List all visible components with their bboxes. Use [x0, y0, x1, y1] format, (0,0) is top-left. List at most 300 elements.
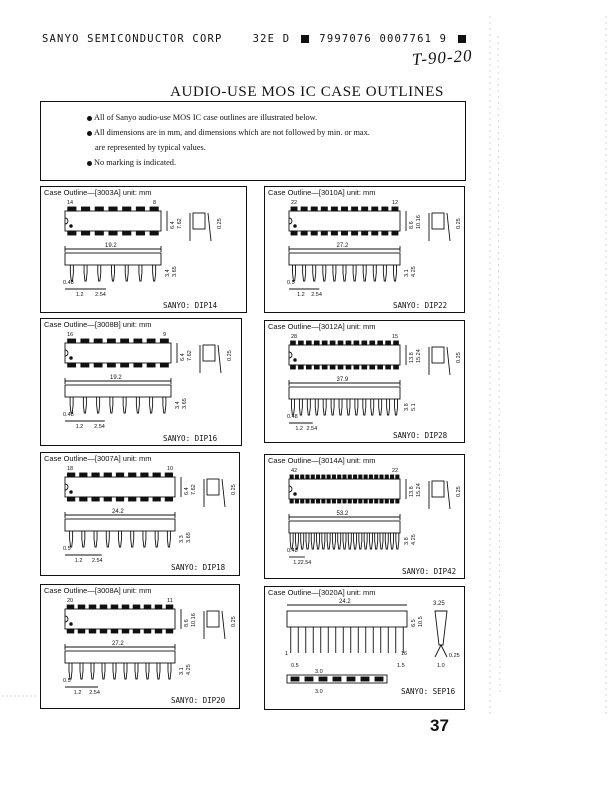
pin-top	[316, 475, 319, 479]
pin-bottom	[80, 497, 87, 501]
pin-bottom	[385, 499, 388, 503]
pin-top	[147, 339, 155, 343]
pin-top	[107, 339, 115, 343]
side-lead	[375, 533, 378, 549]
pin-bottom	[295, 499, 298, 503]
header-company: SANYO SEMICONDUCTOR CORP	[42, 33, 223, 45]
package-label: SANYO: DIP28	[393, 431, 448, 440]
side-lead	[98, 265, 101, 281]
header-line	[42, 33, 469, 45]
pin-number: 22	[291, 200, 298, 206]
side-view-body	[289, 521, 400, 533]
dimension-label: 3.1	[179, 667, 185, 675]
side-lead	[387, 399, 390, 415]
pin-bottom	[348, 499, 351, 503]
dimension-label: 3.0	[315, 689, 323, 695]
pin-top	[160, 339, 168, 343]
dimension-label: 3.25	[433, 601, 445, 607]
pin-top	[370, 341, 375, 345]
header-code: 32E D	[252, 33, 291, 45]
side-lead	[163, 397, 166, 413]
pin-bottom	[129, 497, 136, 501]
side-lead	[343, 265, 346, 281]
pin-bottom	[133, 629, 140, 633]
page-title: AUDIO-USE MOS IC CASE OUTLINES	[170, 84, 444, 100]
dimension-label: 2.54	[300, 560, 312, 566]
dimension-label: 24.2	[112, 509, 124, 515]
side-view-body	[65, 519, 175, 531]
side-lead	[347, 399, 350, 415]
pin-bottom	[322, 499, 325, 503]
side-lead	[393, 265, 396, 281]
side-lead	[135, 663, 138, 679]
package-label: SANYO: DIP18	[171, 563, 226, 572]
pin-number: 9	[163, 332, 167, 338]
dimension-label: 1.2	[73, 690, 82, 696]
panel-title: Case Outline—[3008B] unit: mm	[44, 320, 152, 329]
sip-body	[287, 611, 407, 627]
dimension-label: 2.54	[311, 292, 322, 298]
pin-top	[396, 475, 399, 479]
side-lead	[153, 265, 156, 281]
pin-bottom	[122, 629, 129, 633]
pin-bottom	[301, 231, 307, 235]
pin-top	[369, 475, 372, 479]
side-lead	[315, 399, 318, 415]
pin-bottom	[306, 365, 311, 369]
dimension-label: 6.4	[180, 353, 186, 361]
side-lead	[383, 265, 386, 281]
side-lead	[97, 397, 100, 413]
side-lead	[364, 533, 367, 549]
pin-bottom	[378, 365, 383, 369]
pin-top	[141, 473, 148, 477]
dimension-label: 0.5	[63, 546, 71, 552]
pin-number: 18	[67, 466, 74, 472]
pin-top	[155, 605, 162, 609]
pin-bottom	[89, 629, 96, 633]
pin-bottom	[160, 363, 168, 367]
pin-bottom	[290, 499, 293, 503]
pin-bottom	[311, 499, 314, 503]
pin-bottom	[352, 231, 358, 235]
pin-top	[111, 605, 118, 609]
package-drawing	[41, 585, 241, 710]
case-outline-panel-3012a	[264, 320, 465, 443]
pin-bottom	[343, 499, 346, 503]
bullet-icon	[87, 131, 92, 136]
pin-bottom	[81, 231, 89, 235]
pin-top	[306, 475, 309, 479]
side-lead	[338, 533, 341, 549]
pin-bottom	[67, 629, 74, 633]
side-lead	[123, 397, 126, 413]
pin-bottom	[375, 499, 378, 503]
side-lead	[307, 399, 310, 415]
pin-top	[299, 341, 304, 345]
pin-bottom	[370, 365, 375, 369]
side-lead	[155, 531, 158, 547]
side-lead	[110, 397, 113, 413]
pin-bottom	[104, 497, 111, 501]
pin-top	[129, 473, 136, 477]
dimension-label: 0.25	[231, 484, 237, 495]
pin-bottom	[153, 497, 160, 501]
pin-top	[81, 339, 89, 343]
pin-bottom	[338, 499, 341, 503]
dimension-label: 10.16	[191, 613, 197, 627]
dimension-label: 27.2	[112, 641, 124, 647]
pin-top	[362, 341, 367, 345]
side-lead	[146, 663, 149, 679]
notch-mark	[289, 352, 292, 358]
dimension-label: 6.4	[184, 487, 190, 495]
pin-bottom	[144, 629, 151, 633]
pin-number: 42	[291, 468, 298, 474]
pin-top	[295, 475, 298, 479]
pin-top	[348, 475, 351, 479]
pin-bottom	[107, 363, 115, 367]
pin-top	[89, 605, 96, 609]
bullet-icon	[87, 116, 92, 121]
side-lead	[322, 533, 325, 549]
dimension-label: 1.5	[397, 663, 405, 669]
side-lead	[167, 531, 170, 547]
pin-top	[322, 475, 325, 479]
pin-bottom	[95, 231, 103, 235]
side-lead	[139, 265, 142, 281]
side-lead	[82, 531, 85, 547]
dimension-label: 2.54	[306, 426, 318, 432]
dimension-label: 13.8	[409, 486, 415, 497]
package-label: SANYO: SEP16	[401, 687, 456, 696]
pin-number: 12	[392, 200, 399, 206]
bottom-pad	[291, 677, 299, 681]
side-lead	[306, 533, 309, 549]
panel-title: Case Outline—[3014A] unit: mm	[268, 456, 376, 465]
side-lead	[94, 531, 97, 547]
side-lead	[119, 531, 122, 547]
end-view-leads	[435, 645, 447, 657]
pin-top	[67, 605, 74, 609]
pin-top	[338, 341, 343, 345]
bottom-pad	[333, 677, 341, 681]
side-lead	[83, 397, 86, 413]
pin-top	[331, 207, 337, 211]
pin-top	[378, 341, 383, 345]
side-lead	[80, 663, 83, 679]
pin-top	[104, 473, 111, 477]
package-label: SANYO: DIP16	[163, 434, 218, 443]
pin-top	[362, 207, 368, 211]
pin-bottom	[92, 497, 99, 501]
pin-bottom	[121, 363, 129, 367]
pin-bottom	[372, 231, 378, 235]
panel-title: Case Outline—[3008A] unit: mm	[44, 586, 152, 595]
pin-bottom	[314, 365, 319, 369]
pin-top	[372, 207, 378, 211]
pin-bottom	[100, 629, 107, 633]
package-label: SANYO: DIP42	[402, 567, 457, 576]
pin-top	[150, 207, 158, 211]
black-square-icon	[458, 35, 466, 43]
pin-bottom	[116, 497, 123, 501]
side-lead	[395, 399, 398, 415]
dimension-label: 0.25	[456, 486, 462, 497]
pin-top	[121, 339, 129, 343]
pin-top	[359, 475, 362, 479]
package-drawing	[265, 321, 466, 444]
dimension-label: 6.5	[411, 619, 417, 627]
top-view-body	[65, 211, 161, 231]
pin-top	[81, 207, 89, 211]
package-drawing	[41, 319, 243, 447]
side-lead	[69, 663, 72, 679]
side-lead	[363, 399, 366, 415]
side-lead	[311, 533, 314, 549]
pin-top	[94, 339, 102, 343]
dimension-label: 0.5	[287, 280, 295, 286]
pin-bottom	[150, 231, 158, 235]
pin-top	[68, 207, 76, 211]
dimension-label: 1.2	[75, 292, 84, 298]
bullet-icon	[87, 161, 92, 166]
pin-bottom	[291, 231, 297, 235]
pin-bottom	[359, 499, 362, 503]
pin-bottom	[392, 231, 398, 235]
side-lead	[323, 399, 326, 415]
panel-title: Case Outline—[3012A] unit: mm	[268, 322, 376, 331]
dimension-label: 3.8	[404, 537, 410, 545]
end-view-body	[207, 611, 219, 627]
dimension-label: 8.6	[184, 619, 190, 627]
pin-bottom	[327, 499, 330, 503]
end-view-body	[432, 213, 444, 229]
pin-bottom	[165, 497, 172, 501]
dimension-label: 15.24	[416, 349, 422, 363]
side-lead	[136, 397, 139, 413]
pin-bottom	[362, 231, 368, 235]
dimension-label: 0.25	[227, 350, 233, 361]
dimension-label: 27.2	[336, 243, 349, 249]
package-drawing	[41, 453, 241, 577]
pin-bottom	[306, 499, 309, 503]
side-lead	[293, 265, 296, 281]
top-view-body	[289, 211, 400, 231]
pin-top	[322, 341, 327, 345]
pin1-dot	[294, 493, 297, 496]
case-outline-panel-3007a	[40, 452, 240, 576]
dimension-label: 15.24	[416, 483, 422, 497]
bottom-pad	[375, 677, 383, 681]
side-lead	[70, 265, 73, 281]
pin-top	[144, 605, 151, 609]
pin-top	[392, 207, 398, 211]
pin-top	[390, 475, 393, 479]
package-label: SANYO: DIP22	[393, 301, 448, 310]
pin-top	[332, 475, 335, 479]
pin-bottom	[386, 365, 391, 369]
pin-number: 11	[167, 598, 173, 604]
package-drawing	[265, 587, 466, 711]
top-view-body	[289, 479, 400, 499]
pin-bottom	[380, 499, 383, 503]
side-lead	[301, 533, 304, 549]
dimension-label: 13.8	[409, 352, 415, 363]
pin-bottom	[301, 499, 304, 503]
pin-bottom	[311, 231, 317, 235]
pin-bottom	[123, 231, 131, 235]
pin-top	[330, 341, 335, 345]
case-outline-panel-3010a	[264, 186, 465, 313]
dimension-label: 53.2	[336, 511, 349, 517]
bottom-pad	[361, 677, 369, 681]
outline-group	[289, 475, 450, 557]
dimension-label: 0.25	[449, 653, 460, 659]
dimension-label: 19.2	[110, 375, 122, 381]
side-lead	[348, 533, 351, 549]
pin-bottom	[338, 365, 343, 369]
pin-bottom	[111, 629, 118, 633]
dimension-label: 3.4	[165, 269, 171, 277]
dimension-label: 3.65	[182, 398, 188, 409]
pin-top	[375, 475, 378, 479]
pin-top	[321, 207, 327, 211]
note-item: All of Sanyo audio-use MOS IC case outlines are illustrated below.	[87, 110, 465, 125]
pin-bottom	[147, 363, 155, 367]
pin-top	[354, 341, 359, 345]
side-lead	[290, 533, 293, 549]
pin-bottom	[354, 365, 359, 369]
pin-top	[338, 475, 341, 479]
dimension-label: 1.2	[74, 558, 83, 564]
panel-title: Case Outline—[3007A] unit: mm	[44, 454, 152, 463]
side-lead	[106, 531, 109, 547]
pin-bottom	[109, 231, 117, 235]
panel-title: Case Outline—[3020A] unit: mm	[268, 588, 376, 597]
dimension-label: 24.2	[339, 599, 351, 605]
bottom-pad	[347, 677, 355, 681]
side-lead	[385, 533, 388, 549]
dimension-label: 1.2	[295, 426, 303, 432]
side-lead	[70, 531, 73, 547]
dimension-label: 0.25	[456, 218, 462, 229]
top-view-body	[65, 609, 175, 629]
note-item: No marking is indicated.	[87, 155, 465, 170]
dimension-label: 0.48	[63, 280, 74, 286]
dimension-label: 7.62	[187, 350, 193, 361]
case-outline-panel-3003a	[40, 186, 247, 313]
pin-top	[122, 605, 129, 609]
side-lead	[353, 265, 356, 281]
pin-bottom	[390, 499, 393, 503]
pin-bottom	[396, 499, 399, 503]
black-square-icon	[301, 35, 309, 43]
top-view-body	[289, 345, 400, 365]
pin-top	[386, 341, 391, 345]
package-label: SANYO: DIP14	[163, 301, 218, 310]
end-view-body	[193, 213, 205, 229]
pin-top	[364, 475, 367, 479]
pin-bottom	[68, 363, 76, 367]
side-lead	[391, 533, 394, 549]
dimension-label: 4.25	[186, 664, 192, 675]
pin-top	[165, 473, 172, 477]
side-lead	[313, 265, 316, 281]
dimension-label: 3.65	[172, 266, 178, 277]
dimension-label: 4.25	[411, 266, 417, 277]
pin-top	[153, 473, 160, 477]
end-view-body	[207, 479, 219, 495]
pin-top	[327, 475, 330, 479]
pin-bottom	[353, 499, 356, 503]
dimension-label: 37.9	[336, 377, 349, 383]
outline-group	[65, 473, 225, 555]
pin-number: 14	[67, 200, 74, 206]
pin-number: 22	[392, 468, 399, 474]
pin-top	[136, 207, 144, 211]
dimension-label: 8.6	[409, 221, 415, 229]
dimension-label: 10.5	[418, 616, 424, 627]
scan-edge-noise	[0, 690, 40, 710]
pin-top	[109, 207, 117, 211]
side-lead	[91, 663, 94, 679]
notch-mark	[289, 486, 292, 492]
side-lead	[102, 663, 105, 679]
side-lead	[373, 265, 376, 281]
side-lead	[299, 399, 302, 415]
pin-top	[306, 341, 311, 345]
bottom-pad	[305, 677, 313, 681]
pin-top	[291, 341, 296, 345]
top-view-body	[65, 343, 171, 363]
pin-bottom	[155, 629, 162, 633]
pin-top	[346, 341, 351, 345]
pin-bottom	[136, 231, 144, 235]
pin-top	[291, 207, 297, 211]
package-drawing	[265, 455, 466, 580]
side-lead	[379, 399, 382, 415]
pin1-dot	[294, 225, 297, 228]
dimension-label: 0.25	[231, 616, 237, 627]
side-lead	[303, 265, 306, 281]
pin-top	[382, 207, 388, 211]
pin1-dot	[70, 357, 73, 360]
pin-top	[92, 473, 99, 477]
pin-top	[133, 605, 140, 609]
dimension-label: 1.2	[75, 424, 84, 430]
pin-number: 28	[291, 334, 298, 340]
pin-bottom	[81, 363, 89, 367]
dimension-label: 2.54	[95, 292, 106, 298]
dimension-label: 3.3	[179, 535, 185, 543]
case-outline-panel-3020a	[264, 586, 465, 710]
pin-bottom	[321, 231, 327, 235]
side-lead	[70, 397, 73, 413]
pin-top	[301, 207, 307, 211]
pin-top	[116, 473, 123, 477]
top-view-body	[65, 477, 175, 497]
end-view-body	[432, 347, 444, 363]
panel-title: Case Outline—[3010A] unit: mm	[268, 188, 376, 197]
side-lead	[343, 533, 346, 549]
side-view-body	[65, 385, 171, 397]
side-lead	[143, 531, 146, 547]
dimension-label: 2.54	[89, 690, 100, 696]
side-lead	[359, 533, 362, 549]
dimension-label: 19.2	[105, 243, 117, 249]
dimension-label: 1.2	[293, 560, 301, 566]
